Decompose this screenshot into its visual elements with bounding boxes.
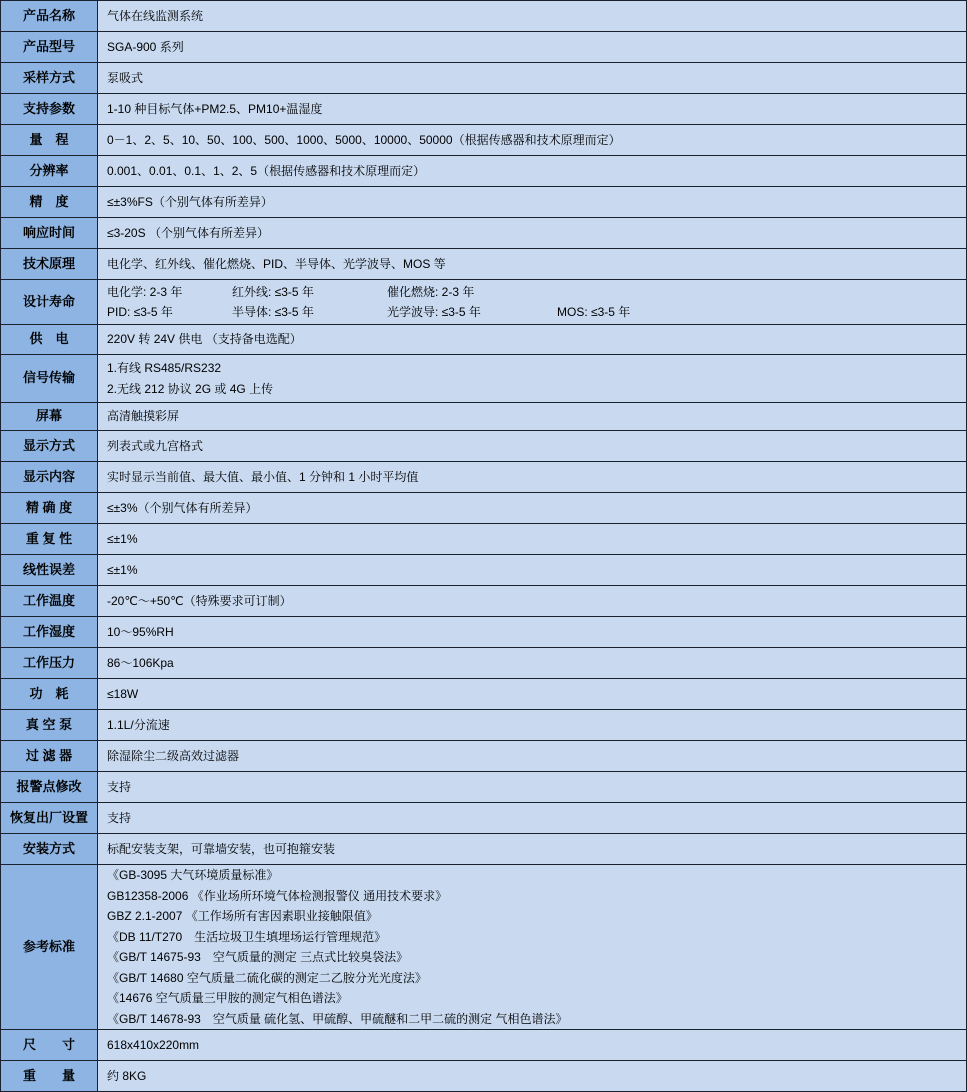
spec-value-segment: 光学波导: ≤3-5 年 bbox=[387, 305, 481, 319]
spec-label: 显示内容 bbox=[1, 462, 98, 492]
table-row bbox=[1, 431, 966, 462]
spec-value-line: 支持 bbox=[107, 779, 132, 794]
spec-value-line: 220V 转 24V 供电 （支持备电选配） bbox=[107, 332, 302, 347]
table-row bbox=[1, 865, 966, 1030]
spec-label: 设计寿命 bbox=[1, 280, 98, 324]
spec-label: 功 耗 bbox=[1, 679, 98, 709]
spec-label: 支持参数 bbox=[1, 94, 98, 124]
spec-label: 量 程 bbox=[1, 125, 98, 155]
spec-value-line: ≤18W bbox=[107, 686, 139, 701]
spec-value-line: 0.001、0.01、0.1、1、2、5（根据传感器和技术原理而定） bbox=[107, 163, 426, 178]
spec-label: 采样方式 bbox=[1, 63, 98, 93]
spec-value-line bbox=[107, 302, 960, 323]
table-row bbox=[1, 63, 966, 94]
table-row bbox=[1, 772, 966, 803]
spec-label: 工作温度 bbox=[1, 586, 98, 616]
table-row bbox=[1, 679, 966, 710]
spec-value bbox=[98, 125, 966, 155]
spec-value-line: 《GB/T 14675-93 空气质量的测定 三点式比较臭袋法》 bbox=[107, 950, 409, 964]
spec-value-line: 高清触摸彩屏 bbox=[107, 409, 180, 424]
spec-label: 产品名称 bbox=[1, 1, 98, 31]
spec-value bbox=[98, 710, 966, 740]
spec-label: 重 复 性 bbox=[1, 524, 98, 554]
spec-value bbox=[98, 555, 966, 585]
spec-value-line: 1-10 种目标气体+PM2.5、PM10+温湿度 bbox=[107, 101, 323, 116]
spec-value bbox=[98, 834, 966, 864]
spec-rows bbox=[1, 1, 966, 1092]
spec-value-line bbox=[107, 282, 960, 303]
spec-value bbox=[98, 1061, 966, 1091]
spec-value-line: 10～95%RH bbox=[107, 624, 174, 639]
spec-value bbox=[98, 586, 966, 616]
spec-value-line: -20℃～+50℃（特殊要求可订制） bbox=[107, 593, 292, 608]
table-row bbox=[1, 1061, 966, 1092]
table-row bbox=[1, 524, 966, 555]
spec-value bbox=[98, 355, 966, 402]
spec-label: 安装方式 bbox=[1, 834, 98, 864]
spec-value-line: 列表式或九宫格式 bbox=[107, 438, 204, 453]
table-row bbox=[1, 803, 966, 834]
spec-value bbox=[98, 187, 966, 217]
spec-value bbox=[98, 1, 966, 31]
spec-value bbox=[98, 803, 966, 833]
spec-value-segment: 半导体: ≤3-5 年 bbox=[232, 305, 314, 319]
spec-value bbox=[98, 524, 966, 554]
spec-value bbox=[98, 403, 966, 430]
spec-label: 精 度 bbox=[1, 187, 98, 217]
spec-value-line: ≤±1% bbox=[107, 531, 138, 546]
spec-value bbox=[98, 280, 966, 324]
spec-value-segment: PID: ≤3-5 年 bbox=[107, 305, 173, 319]
spec-value bbox=[98, 431, 966, 461]
spec-label: 响应时间 bbox=[1, 218, 98, 248]
spec-value-line: 《DB 11/T270 生活垃圾卫生填埋场运行管理规范》 bbox=[107, 929, 387, 944]
spec-label: 工作湿度 bbox=[1, 617, 98, 647]
spec-value-line: GBZ 2.1-2007 《工作场所有害因素职业接触限值》 bbox=[107, 909, 378, 923]
spec-label: 尺 寸 bbox=[1, 1030, 98, 1060]
spec-value-line: 618x410x220mm bbox=[107, 1037, 200, 1052]
spec-value-line: 除湿除尘二级高效过滤器 bbox=[107, 748, 240, 763]
spec-label: 恢复出厂设置 bbox=[1, 803, 98, 833]
spec-value-line: 《14676 空气质量三甲胺的测定气相色谱法》 bbox=[107, 991, 348, 1005]
spec-value bbox=[98, 63, 966, 93]
spec-value-line: 《GB/T 14678-93 空气质量 硫化氢、甲硫醇、甲硫醚和二甲二硫的测定 气相色谱法》 bbox=[107, 1011, 568, 1026]
table-row bbox=[1, 156, 966, 187]
spec-value-line: SGA-900 系列 bbox=[107, 39, 184, 54]
spec-value-line: 0－1、2、5、10、50、100、500、1000、5000、10000、50000（根据传感器和技术原理而定） bbox=[107, 132, 621, 147]
spec-value-line: 1.1L/分流速 bbox=[107, 717, 170, 732]
spec-label: 产品型号 bbox=[1, 32, 98, 62]
spec-value-line: 电化学、红外线、催化燃烧、PID、半导体、光学波导、MOS 等 bbox=[107, 256, 446, 271]
spec-value bbox=[98, 648, 966, 678]
table-row bbox=[1, 280, 966, 325]
spec-value bbox=[98, 1030, 966, 1060]
spec-value-line: ≤±3%（个别气体有所差异） bbox=[107, 500, 258, 515]
table-row bbox=[1, 834, 966, 865]
table-row bbox=[1, 355, 966, 403]
spec-value-line: 支持 bbox=[107, 810, 132, 825]
spec-value-line: 约 8KG bbox=[107, 1068, 147, 1083]
spec-value-line: ≤±3%FS（个别气体有所差异） bbox=[107, 194, 273, 209]
spec-value bbox=[98, 617, 966, 647]
spec-label: 工作压力 bbox=[1, 648, 98, 678]
spec-value bbox=[98, 679, 966, 709]
table-row bbox=[1, 32, 966, 63]
table-row bbox=[1, 493, 966, 524]
table-row bbox=[1, 586, 966, 617]
spec-value-segment: 红外线: ≤3-5 年 bbox=[232, 284, 314, 299]
spec-value-line: 《GB/T 14680 空气质量二硫化碳的测定二乙胺分光光度法》 bbox=[107, 970, 427, 985]
spec-value-line: 《GB-3095 大气环境质量标准》 bbox=[107, 868, 279, 882]
spec-value-line: 标配安装支架，可靠墙安装，也可抱箍安装 bbox=[107, 841, 336, 856]
spec-label: 信号传输 bbox=[1, 355, 98, 402]
spec-value-line: 1.有线 RS485/RS232 bbox=[107, 361, 222, 375]
table-row bbox=[1, 218, 966, 249]
spec-value-line: 泵吸式 bbox=[107, 70, 144, 85]
spec-value-segment: MOS: ≤3-5 年 bbox=[557, 305, 631, 319]
spec-value bbox=[98, 493, 966, 523]
table-row bbox=[1, 187, 966, 218]
spec-value bbox=[98, 94, 966, 124]
table-row bbox=[1, 325, 966, 355]
spec-label: 线性误差 bbox=[1, 555, 98, 585]
spec-label: 供 电 bbox=[1, 325, 98, 354]
table-row bbox=[1, 94, 966, 125]
spec-label: 参考标准 bbox=[1, 865, 98, 1029]
spec-value-line: 2.无线 212 协议 2G 或 4G 上传 bbox=[107, 381, 274, 396]
spec-label: 真 空 泵 bbox=[1, 710, 98, 740]
spec-label: 报警点修改 bbox=[1, 772, 98, 802]
spec-value bbox=[98, 249, 966, 279]
spec-value bbox=[98, 325, 966, 354]
spec-value bbox=[98, 218, 966, 248]
spec-label: 显示方式 bbox=[1, 431, 98, 461]
table-row bbox=[1, 1030, 966, 1061]
spec-label: 重 量 bbox=[1, 1061, 98, 1091]
spec-value-segment: 催化燃烧: 2-3 年 bbox=[387, 284, 475, 299]
table-row bbox=[1, 249, 966, 280]
table-row bbox=[1, 462, 966, 493]
table-row bbox=[1, 710, 966, 741]
table-row bbox=[1, 741, 966, 772]
spec-value bbox=[98, 772, 966, 802]
spec-value bbox=[98, 156, 966, 186]
spec-value-line: 实时显示当前值、最大值、最小值、1 分钟和 1 小时平均值 bbox=[107, 469, 419, 484]
spec-value-line: 气体在线监测系统 bbox=[107, 8, 204, 23]
table-row bbox=[1, 555, 966, 586]
spec-label: 过 滤 器 bbox=[1, 741, 98, 771]
spec-value-line: ≤3-20S （个别气体有所差异） bbox=[107, 225, 269, 240]
spec-label: 精 确 度 bbox=[1, 493, 98, 523]
table-row bbox=[1, 125, 966, 156]
table-row bbox=[1, 617, 966, 648]
spec-value bbox=[98, 462, 966, 492]
spec-value bbox=[98, 741, 966, 771]
spec-value-line: GB12358-2006 《作业场所环境气体检测报警仪 通用技术要求》 bbox=[107, 888, 448, 903]
spec-value-line: ≤±1% bbox=[107, 562, 138, 577]
spec-label: 技术原理 bbox=[1, 249, 98, 279]
spec-label: 分辨率 bbox=[1, 156, 98, 186]
spec-value-line: 86～106Kpa bbox=[107, 655, 174, 670]
spec-value bbox=[98, 865, 966, 1029]
table-row bbox=[1, 403, 966, 431]
spec-label: 屏幕 bbox=[1, 403, 98, 430]
table-row bbox=[1, 648, 966, 679]
spec-value bbox=[98, 32, 966, 62]
table-row bbox=[1, 1, 966, 32]
spec-value-segment: 电化学: 2-3 年 bbox=[107, 284, 183, 299]
